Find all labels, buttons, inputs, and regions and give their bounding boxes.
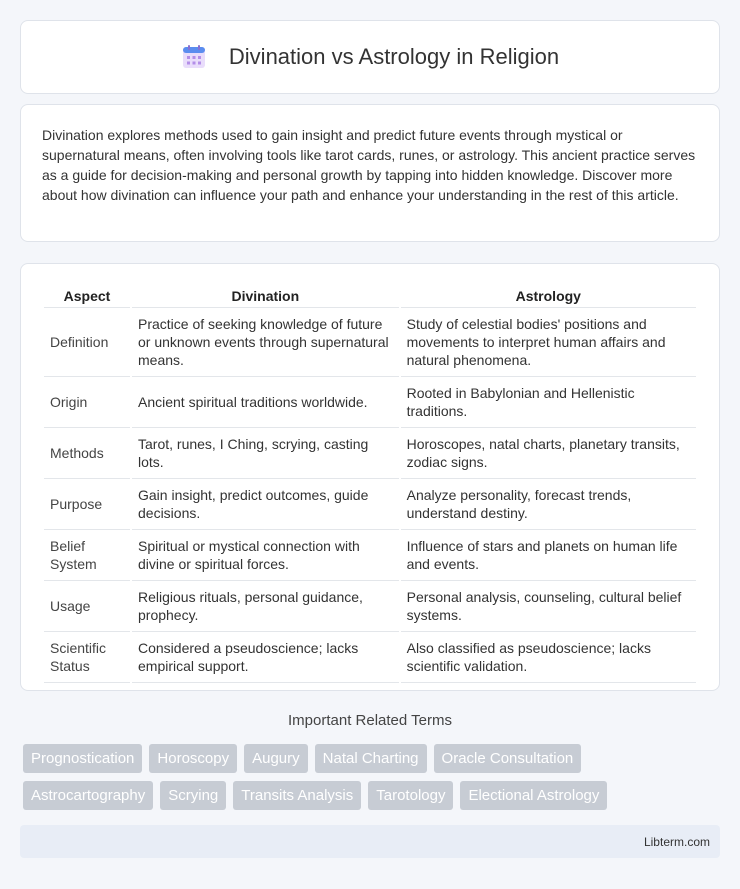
intro-text: Divination explores methods used to gain insight and predict future events through mystical or supernatural means, often involving tools like tarot cards, runes, or astrology. This ancient practice serves as a guide for decision-making and personal growth by tapping into hidden knowledge. Discover more about how divination can influence your path and enhance your understanding in the rest of this article. — [42, 127, 696, 203]
page-title: Divination vs Astrology in Religion — [228, 44, 560, 69]
table-row — [44, 479, 696, 530]
related-terms-list — [23, 744, 723, 818]
term-tag[interactable]: Augury — [244, 744, 308, 773]
astrology-cell: Study of celestial bodies' positions and movements to interpret human affairs and natural phenomena. — [401, 308, 696, 377]
term-tag[interactable]: Oracle Consultation — [434, 744, 582, 773]
footer — [20, 825, 720, 858]
divination-cell: Gain insight, predict outcomes, guide decisions. — [132, 479, 399, 530]
table-header-row — [44, 284, 696, 308]
divination-cell: Tarot, runes, I Ching, scrying, casting lots. — [132, 428, 399, 479]
aspect-cell: Belief System — [44, 530, 130, 581]
divination-cell: Considered a pseudoscience; lacks empirical support. — [132, 632, 399, 683]
astrology-cell: Analyze personality, forecast trends, understand destiny. — [401, 479, 696, 530]
astrology-cell: Also classified as pseudoscience; lacks scientific validation. — [401, 632, 696, 683]
table-row — [44, 632, 696, 683]
table-row — [44, 428, 696, 479]
astrology-cell: Rooted in Babylonian and Hellenistic traditions. — [401, 377, 696, 428]
astrology-cell: Horoscopes, natal charts, planetary transits, zodiac signs. — [401, 428, 696, 479]
header-divination: Divination — [132, 284, 399, 308]
calendar-icon — [181, 44, 207, 70]
term-tag[interactable]: Electional Astrology — [460, 781, 607, 810]
term-tag[interactable]: Scrying — [160, 781, 226, 810]
table-row — [44, 530, 696, 581]
aspect-cell: Methods — [44, 428, 130, 479]
divination-cell: Ancient spiritual traditions worldwide. — [132, 377, 399, 428]
comparison-table — [42, 284, 698, 683]
aspect-cell: Purpose — [44, 479, 130, 530]
term-tag[interactable]: Astrocartography — [23, 781, 153, 810]
title-card — [20, 20, 720, 94]
aspect-cell: Definition — [44, 308, 130, 377]
term-tag[interactable]: Tarotology — [368, 781, 453, 810]
related-terms-title: Important Related Terms — [288, 712, 452, 729]
aspect-cell: Origin — [44, 377, 130, 428]
divination-cell: Religious rituals, personal guidance, prophecy. — [132, 581, 399, 632]
astrology-cell: Personal analysis, counseling, cultural belief systems. — [401, 581, 696, 632]
header-astrology: Astrology — [401, 284, 696, 308]
divination-cell: Spiritual or mystical connection with divine or spiritual forces. — [132, 530, 399, 581]
footer-link[interactable]: Libterm.com — [643, 834, 710, 849]
header-aspect: Aspect — [44, 284, 130, 308]
astrology-cell: Influence of stars and planets on human life and events. — [401, 530, 696, 581]
term-tag[interactable]: Horoscopy — [149, 744, 237, 773]
term-tag[interactable]: Prognostication — [23, 744, 142, 773]
divination-cell: Practice of seeking knowledge of future or unknown events through supernatural means. — [132, 308, 399, 377]
table-row — [44, 581, 696, 632]
aspect-cell: Usage — [44, 581, 130, 632]
intro-card — [20, 104, 720, 242]
aspect-cell: Scientific Status — [44, 632, 130, 683]
term-tag[interactable]: Natal Charting — [315, 744, 427, 773]
comparison-table-card — [20, 263, 720, 691]
table-row — [44, 377, 696, 428]
table-row — [44, 308, 696, 377]
term-tag[interactable]: Transits Analysis — [233, 781, 361, 810]
